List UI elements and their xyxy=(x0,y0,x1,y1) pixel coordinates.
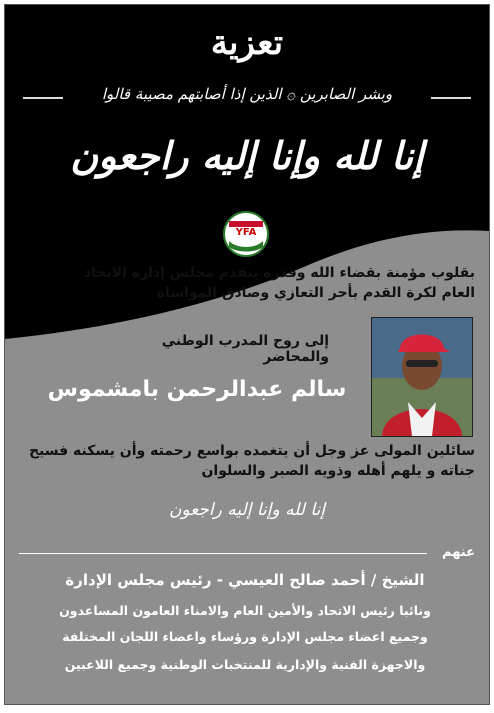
on-behalf-label: عنهم xyxy=(442,545,475,560)
signature-divider xyxy=(19,553,427,554)
quran-verse: وبشر الصابرين ۞ الذين إذا أصابتهم مصيبة قالوا xyxy=(101,85,393,103)
logo-text: YFA xyxy=(235,227,257,238)
signature-line-1: الشيخ / أحمد صالح العيسي - رئيس مجلس الإدارة xyxy=(65,571,425,589)
calligraphy-inna-lillah: إنا لله وإنا إليه راجعون xyxy=(70,133,424,178)
deceased-photo xyxy=(371,317,473,437)
condolence-card xyxy=(4,4,490,705)
portrait-image xyxy=(372,318,472,436)
to-soul-text: إلى روح المدرب الوطني والمحاضر xyxy=(161,333,329,365)
signature-line-2: ونائبا رئيس الاتحاد والأمين العام والامناء العامون المساعدون xyxy=(59,603,431,618)
prayer-text: سائلين المولى عز وجل أن يتغمده بواسع رحمته وأن يسكنه فسيح جناته و يلهم أهله وذويه الصبر والسلوان xyxy=(28,443,475,479)
signature-header xyxy=(19,545,475,559)
federation-logo xyxy=(223,211,269,257)
deceased-name: سالم عبدالرحمن بامشموس xyxy=(47,377,347,402)
signature-line-3: وجميع اعضاء مجلس الإدارة ورؤساء واعضاء اللجان المختلفة xyxy=(62,629,428,644)
intro-text: بقلوب مؤمنة بقضاء الله وقدره يتقدم مجلس إدارة الاتحاد العام لكرة القدم بأحر التعازي وصادق المواساة xyxy=(83,265,475,301)
page-title: تعزية xyxy=(210,23,284,63)
signature-line-4: والاجهزة الفنية والإدارية للمنتخبات الوطنية وجميع اللاعبين xyxy=(64,657,426,672)
small-calligraphy: إنا لله وإنا إليه راجعون xyxy=(168,500,326,520)
